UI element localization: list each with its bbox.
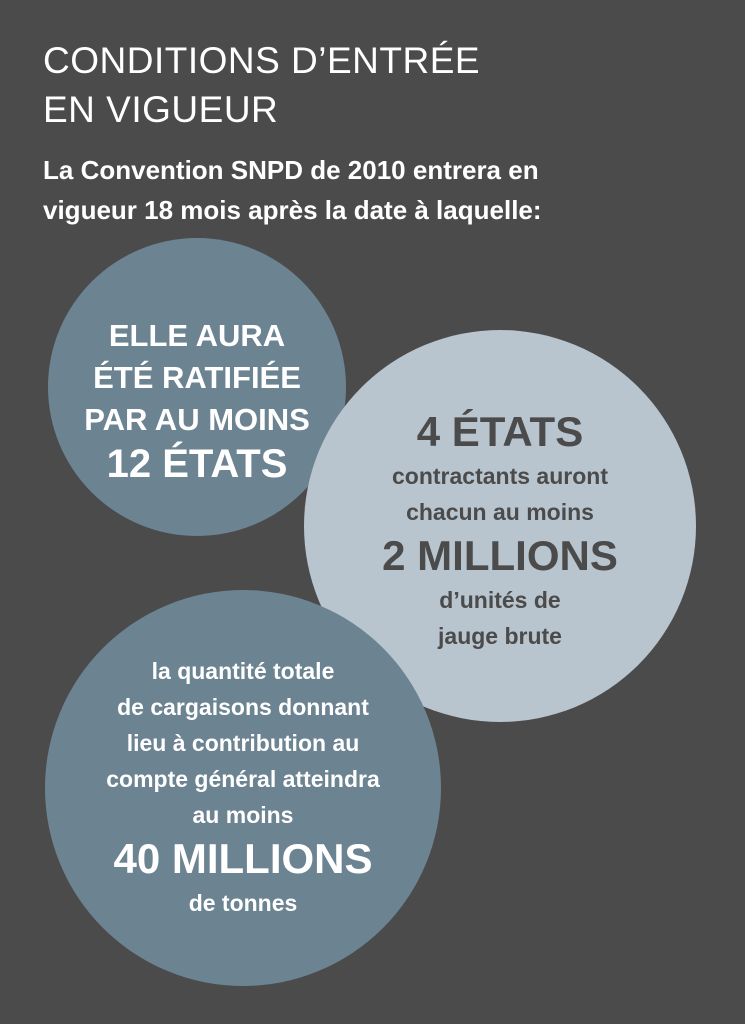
condition-tonnage-text [382,406,618,654]
circle3-line-3: lieu à contribution au [126,730,360,756]
circle3-figure: 40 MILLIONS [113,835,373,882]
circle2-line-4: jauge brute [438,623,562,649]
condition-cargo-text [106,653,380,921]
condition-cargo-circle [45,590,441,986]
title-line-1: CONDITIONS D’ENTRÉE [43,40,481,81]
condition-ratification-circle [48,238,346,536]
circle3-line-5: au moins [192,802,294,828]
circle1-number: 12 ÉTATS [106,442,288,486]
circle2-line-3: d’unités de [439,587,561,613]
circle2-figure: 2 MILLIONS [382,532,618,579]
condition-ratification-text [84,315,310,487]
circle2-line-1: contractants auront [392,463,608,489]
circle3-line-1: la quantité totale [151,658,335,684]
circle2-headline: 4 ÉTATS [416,408,584,455]
circle3-line-6: de tonnes [188,890,298,916]
circle3-line-4: compte général atteindra [106,766,380,792]
circle1-line-3: PAR AU MOINS [84,402,310,437]
circle1-line-2: ÉTÉ RATIFIÉE [93,360,301,395]
circle2-line-2: chacun au moins [406,499,594,525]
intro-text [43,150,703,230]
circle1-line-1: ELLE AURA [108,318,286,353]
circle3-line-2: de cargaisons donnant [117,694,369,720]
intro-line-2: vigueur 18 mois après la date à laquelle: [43,195,542,225]
page-title [43,36,703,134]
title-line-2: EN VIGUEUR [43,89,279,130]
intro-line-1: La Convention SNPD de 2010 entrera en [43,155,539,185]
